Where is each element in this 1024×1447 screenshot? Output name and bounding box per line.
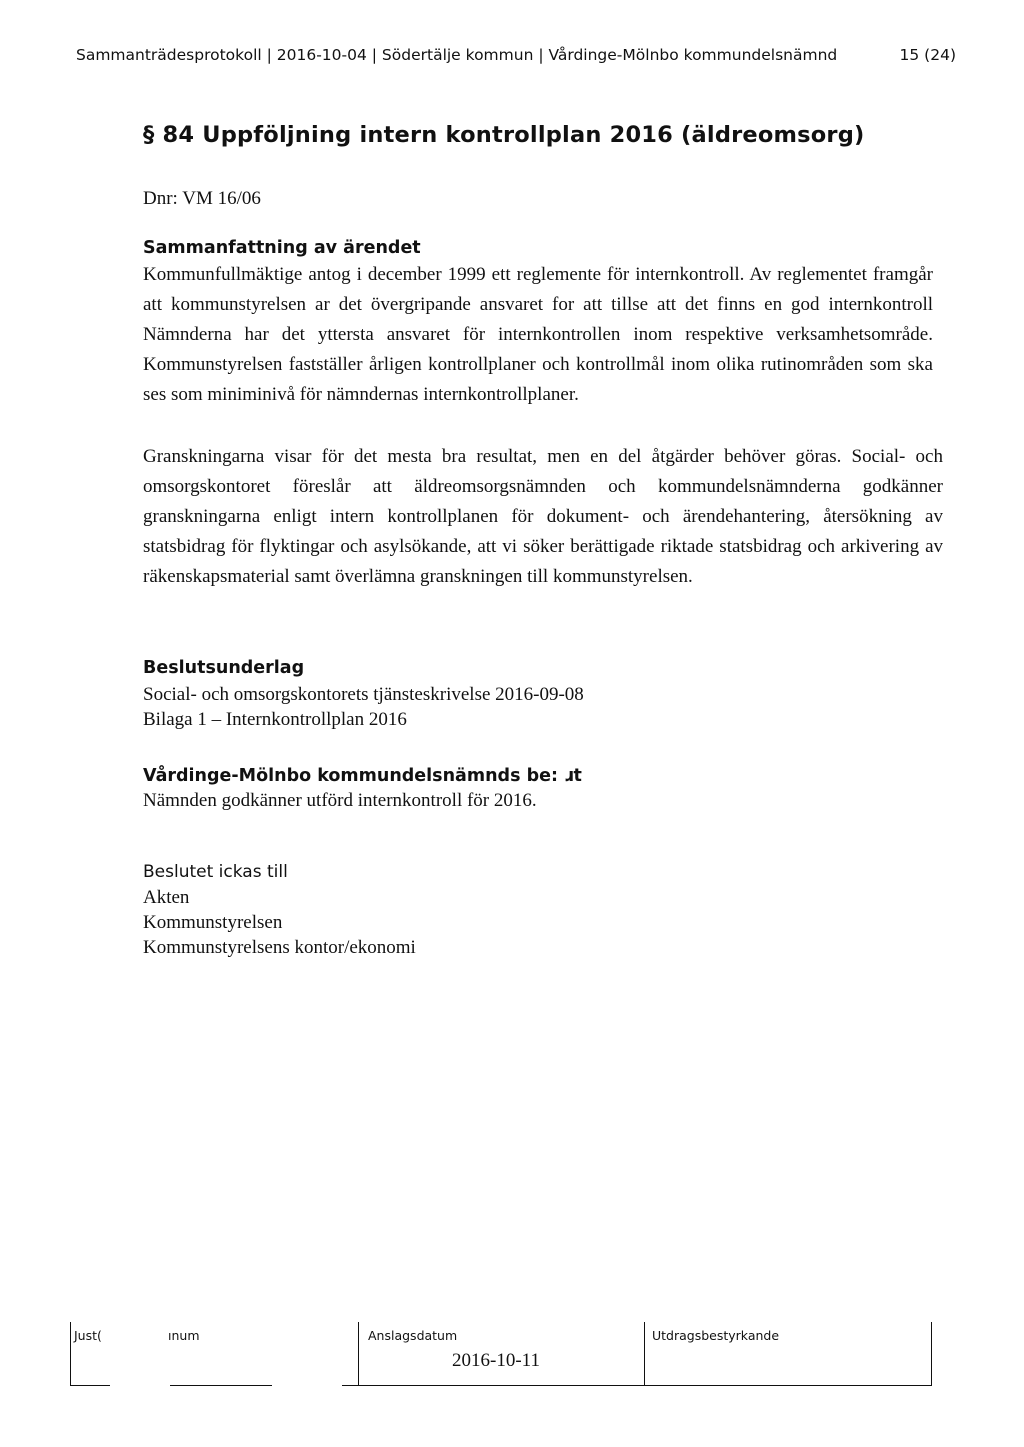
basis-item-2: Bilaga 1 – Internkontrollplan 2016 (143, 709, 407, 730)
page-number: 15 (24) (899, 46, 956, 64)
case-number: Dnr: VM 16/06 (143, 188, 261, 209)
recipient-1: Akten (143, 887, 190, 908)
basis-section (143, 658, 933, 732)
footer-col1-label: Just( (74, 1328, 102, 1343)
footer-col-anslagsdatum (358, 1322, 644, 1386)
footer-col-utdragsbestyrkande (644, 1322, 932, 1386)
recipient-2: Kommunstyrelsen (143, 912, 283, 933)
footer-col3-label: Anslagsdatum (368, 1328, 458, 1343)
decision-heading: Vårdinge-Mölnbo kommundelsnämnds be: ɹt (143, 766, 582, 786)
header-text: Sammanträdesprotokoll | 2016-10-04 | Södertälje kommun | Vårdinge-Mölnbo kommundelsnämnd (76, 46, 838, 64)
footer-underline (170, 1385, 272, 1386)
basis-item-1: Social- och omsorgskontorets tjänsteskrivelse 2016-09-08 (143, 684, 584, 705)
summary-heading: Sammanfattning av ärendet (143, 238, 421, 258)
decision-section (143, 766, 933, 813)
recipient-3: Kommunstyrelsens kontor/ekonomi (143, 937, 416, 958)
footer-col-signum (166, 1322, 356, 1386)
basis-heading: Beslutsunderlag (143, 658, 305, 678)
footer-col-justering (70, 1322, 160, 1386)
footer-col4-label: Utdragsbestyrkande (652, 1328, 780, 1343)
document-header (76, 46, 956, 64)
decision-text: Nämnden godkänner utförd internkontroll för 2016. (143, 790, 537, 811)
footer-underline (644, 1385, 932, 1386)
summary-section (143, 238, 943, 592)
posting-date: 2016-10-11 (452, 1350, 540, 1371)
section-title: § 84 Uppföljning intern kontrollplan 2016 (äldreomsorg) (143, 122, 865, 148)
summary-paragraph-1: Kommunfullmäktige antog i december 1999 ett reglemente för internkontroll. Av reglementet framgår att kommunstyrelsen ar det övergripande ansvaret for att tillse att det finns en god internkontroll Nämnderna har det yttersta ansvaret för internkontrollen inom respektive verksamhetsområde. Kommunstyrelsen fastställer årligen kontrollplaner och kontrollmål inom olika rutinområden som ska ses som miniminivå för nämndernas internkontrollplaner. (143, 264, 933, 405)
signature-footer (70, 1322, 932, 1386)
distribution-section (143, 860, 933, 960)
distribution-heading: Beslutet ickas till (143, 862, 288, 882)
footer-divider (931, 1322, 932, 1386)
footer-col2-label: ınum (168, 1328, 200, 1343)
summary-paragraph-2: Granskningarna visar för det mesta bra resultat, men en del åtgärder behöver göras. Social- och omsorgskontoret föreslår att äldreomsorgsnämnden och kommundelsnämnderna godkänner granskningarna enligt intern kontrollplanen för dokument- och ärendehantering, återsökning av statsbidrag för flyktingar och asylsökande, att vi söker berättigade riktade statsbidrag och arkivering av räkenskapsmaterial samt överlämna granskningen till kommunstyrelsen. (143, 446, 943, 587)
footer-underline (358, 1385, 644, 1386)
